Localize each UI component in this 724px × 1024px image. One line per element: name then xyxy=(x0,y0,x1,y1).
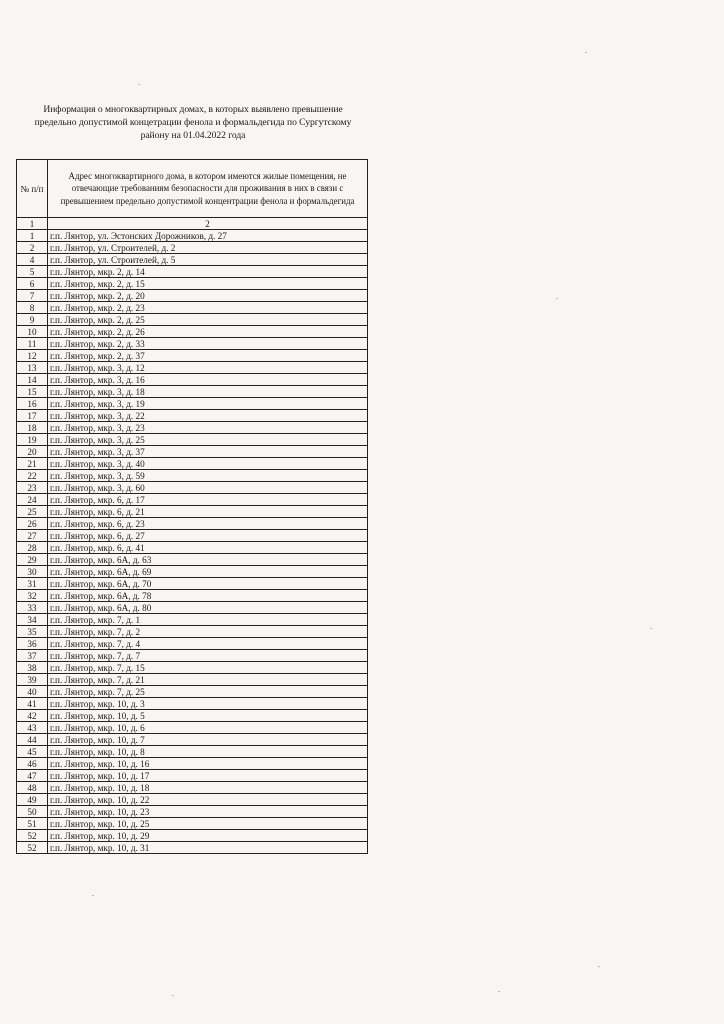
table-row xyxy=(17,518,368,530)
table-row xyxy=(17,818,368,830)
row-address: г.п. Лянтор, мкр. 6А, д. 78 xyxy=(48,590,368,602)
row-address: г.п. Лянтор, мкр. 10, д. 22 xyxy=(48,794,368,806)
row-number: 46 xyxy=(17,758,48,770)
row-number: 5 xyxy=(17,266,48,278)
row-address: г.п. Лянтор, ул. Строителей, д. 5 xyxy=(48,254,368,266)
row-number: 18 xyxy=(17,422,48,434)
row-address: г.п. Лянтор, мкр. 3, д. 22 xyxy=(48,410,368,422)
table-row xyxy=(17,722,368,734)
table-row xyxy=(17,278,368,290)
row-number: 22 xyxy=(17,470,48,482)
table-row xyxy=(17,602,368,614)
table-row xyxy=(17,494,368,506)
row-number: 49 xyxy=(17,794,48,806)
table-row xyxy=(17,434,368,446)
row-number: 9 xyxy=(17,314,48,326)
column-number-row xyxy=(17,218,368,230)
scan-speck xyxy=(498,991,500,992)
row-address: г.п. Лянтор, мкр. 6А, д. 69 xyxy=(48,566,368,578)
scan-speck xyxy=(92,895,94,896)
row-address: г.п. Лянтор, мкр. 2, д. 33 xyxy=(48,338,368,350)
row-number: 44 xyxy=(17,734,48,746)
table-row xyxy=(17,710,368,722)
row-address: г.п. Лянтор, мкр. 2, д. 25 xyxy=(48,314,368,326)
table-row xyxy=(17,614,368,626)
table-row xyxy=(17,638,368,650)
row-number: 33 xyxy=(17,602,48,614)
row-address: г.п. Лянтор, мкр. 6, д. 27 xyxy=(48,530,368,542)
header-number: № п/п xyxy=(17,160,48,218)
row-address: г.п. Лянтор, мкр. 10, д. 6 xyxy=(48,722,368,734)
row-number: 6 xyxy=(17,278,48,290)
scan-speck xyxy=(598,966,600,967)
row-address: г.п. Лянтор, мкр. 7, д. 1 xyxy=(48,614,368,626)
row-address: г.п. Лянтор, мкр. 3, д. 40 xyxy=(48,458,368,470)
row-number: 15 xyxy=(17,386,48,398)
table-row xyxy=(17,650,368,662)
table-row xyxy=(17,542,368,554)
table-row xyxy=(17,578,368,590)
table-row xyxy=(17,770,368,782)
table-row xyxy=(17,410,368,422)
row-address: г.п. Лянтор, мкр. 2, д. 20 xyxy=(48,290,368,302)
houses-table xyxy=(16,159,368,854)
table-row xyxy=(17,386,368,398)
row-number: 11 xyxy=(17,338,48,350)
row-number: 25 xyxy=(17,506,48,518)
table-header-row xyxy=(17,160,368,218)
row-address: г.п. Лянтор, мкр. 7, д. 21 xyxy=(48,674,368,686)
scan-speck xyxy=(556,298,558,299)
row-number: 4 xyxy=(17,254,48,266)
table-row xyxy=(17,422,368,434)
row-address: г.п. Лянтор, мкр. 10, д. 31 xyxy=(48,842,368,854)
table-row xyxy=(17,326,368,338)
row-address: г.п. Лянтор, мкр. 6А, д. 80 xyxy=(48,602,368,614)
row-address: г.п. Лянтор, мкр. 3, д. 19 xyxy=(48,398,368,410)
row-address: г.п. Лянтор, мкр. 10, д. 5 xyxy=(48,710,368,722)
table-row xyxy=(17,758,368,770)
row-number: 16 xyxy=(17,398,48,410)
row-address: г.п. Лянтор, мкр. 10, д. 3 xyxy=(48,698,368,710)
row-number: 23 xyxy=(17,482,48,494)
row-number: 35 xyxy=(17,626,48,638)
row-address: г.п. Лянтор, мкр. 3, д. 18 xyxy=(48,386,368,398)
row-address: г.п. Лянтор, мкр. 3, д. 25 xyxy=(48,434,368,446)
table-row xyxy=(17,470,368,482)
table-row xyxy=(17,266,368,278)
table-row xyxy=(17,254,368,266)
row-address: г.п. Лянтор, мкр. 2, д. 26 xyxy=(48,326,368,338)
table-row xyxy=(17,446,368,458)
table-row xyxy=(17,362,368,374)
row-address: г.п. Лянтор, мкр. 3, д. 60 xyxy=(48,482,368,494)
row-address: г.п. Лянтор, мкр. 7, д. 2 xyxy=(48,626,368,638)
row-address: г.п. Лянтор, мкр. 6, д. 41 xyxy=(48,542,368,554)
table-row xyxy=(17,350,368,362)
row-number: 26 xyxy=(17,518,48,530)
document-title xyxy=(14,103,372,142)
row-address: г.п. Лянтор, мкр. 2, д. 15 xyxy=(48,278,368,290)
table-row xyxy=(17,782,368,794)
scan-speck xyxy=(138,84,140,85)
row-address: г.п. Лянтор, мкр. 3, д. 37 xyxy=(48,446,368,458)
table-row xyxy=(17,554,368,566)
table-row xyxy=(17,230,368,242)
column-number-2: 2 xyxy=(48,218,368,230)
table-body xyxy=(17,230,368,854)
row-number: 8 xyxy=(17,302,48,314)
table-row xyxy=(17,794,368,806)
row-address: г.п. Лянтор, мкр. 10, д. 29 xyxy=(48,830,368,842)
row-number: 13 xyxy=(17,362,48,374)
table-row xyxy=(17,590,368,602)
table-row xyxy=(17,734,368,746)
row-address: г.п. Лянтор, мкр. 6, д. 21 xyxy=(48,506,368,518)
row-number: 10 xyxy=(17,326,48,338)
row-number: 32 xyxy=(17,590,48,602)
row-number: 42 xyxy=(17,710,48,722)
row-address: г.п. Лянтор, мкр. 7, д. 15 xyxy=(48,662,368,674)
row-address: г.п. Лянтор, мкр. 10, д. 7 xyxy=(48,734,368,746)
row-number: 48 xyxy=(17,782,48,794)
table-row xyxy=(17,338,368,350)
table-row xyxy=(17,482,368,494)
row-number: 45 xyxy=(17,746,48,758)
row-number: 21 xyxy=(17,458,48,470)
row-address: г.п. Лянтор, мкр. 7, д. 25 xyxy=(48,686,368,698)
row-number: 1 xyxy=(17,230,48,242)
row-number: 51 xyxy=(17,818,48,830)
table-row xyxy=(17,398,368,410)
row-address: г.п. Лянтор, ул. Строителей, д. 2 xyxy=(48,242,368,254)
row-address: г.п. Лянтор, мкр. 6, д. 23 xyxy=(48,518,368,530)
row-number: 7 xyxy=(17,290,48,302)
row-address: г.п. Лянтор, мкр. 10, д. 23 xyxy=(48,806,368,818)
row-number: 43 xyxy=(17,722,48,734)
row-address: г.п. Лянтор, мкр. 10, д. 8 xyxy=(48,746,368,758)
row-address: г.п. Лянтор, мкр. 2, д. 14 xyxy=(48,266,368,278)
scan-speck xyxy=(650,628,652,629)
table-row xyxy=(17,746,368,758)
row-number: 30 xyxy=(17,566,48,578)
row-address: г.п. Лянтор, мкр. 3, д. 16 xyxy=(48,374,368,386)
table-row xyxy=(17,686,368,698)
table-row xyxy=(17,806,368,818)
title-line: Информация о многоквартирных домах, в которых выявлено превышение xyxy=(43,104,343,115)
row-number: 19 xyxy=(17,434,48,446)
title-line: району на 01.04.2022 года xyxy=(140,130,246,141)
table-row xyxy=(17,566,368,578)
row-number: 38 xyxy=(17,662,48,674)
scan-speck xyxy=(585,52,587,53)
row-address: г.п. Лянтор, мкр. 6, д. 17 xyxy=(48,494,368,506)
table-row xyxy=(17,842,368,854)
row-address: г.п. Лянтор, мкр. 10, д. 25 xyxy=(48,818,368,830)
row-number: 37 xyxy=(17,650,48,662)
row-number: 50 xyxy=(17,806,48,818)
row-address: г.п. Лянтор, мкр. 2, д. 23 xyxy=(48,302,368,314)
row-number: 17 xyxy=(17,410,48,422)
row-number: 12 xyxy=(17,350,48,362)
row-address: г.п. Лянтор, мкр. 3, д. 59 xyxy=(48,470,368,482)
row-number: 41 xyxy=(17,698,48,710)
row-number: 47 xyxy=(17,770,48,782)
row-number: 31 xyxy=(17,578,48,590)
scan-speck xyxy=(172,995,174,996)
row-address: г.п. Лянтор, ул. Эстонских Дорожников, д. 27 xyxy=(48,230,368,242)
row-number: 24 xyxy=(17,494,48,506)
table-row xyxy=(17,830,368,842)
table-row xyxy=(17,530,368,542)
table-row xyxy=(17,662,368,674)
row-number: 36 xyxy=(17,638,48,650)
row-address: г.п. Лянтор, мкр. 10, д. 18 xyxy=(48,782,368,794)
table-row xyxy=(17,374,368,386)
table-row xyxy=(17,290,368,302)
table-row xyxy=(17,314,368,326)
row-number: 20 xyxy=(17,446,48,458)
row-number: 27 xyxy=(17,530,48,542)
row-address: г.п. Лянтор, мкр. 10, д. 17 xyxy=(48,770,368,782)
row-address: г.п. Лянтор, мкр. 6А, д. 70 xyxy=(48,578,368,590)
header-address: Адрес многоквартирного дома, в котором имеются жилые помещения, не отвечающие требованиям безопасности для проживания в них в связи с превышением предельно допустимой концентрации фенола и формальдегида xyxy=(48,160,368,218)
row-address: г.п. Лянтор, мкр. 7, д. 4 xyxy=(48,638,368,650)
row-address: г.п. Лянтор, мкр. 7, д. 7 xyxy=(48,650,368,662)
table-row xyxy=(17,242,368,254)
row-number: 2 xyxy=(17,242,48,254)
row-number: 34 xyxy=(17,614,48,626)
row-number: 40 xyxy=(17,686,48,698)
column-number-1: 1 xyxy=(17,218,48,230)
row-number: 39 xyxy=(17,674,48,686)
table-row xyxy=(17,698,368,710)
table-row xyxy=(17,302,368,314)
table-row xyxy=(17,674,368,686)
row-address: г.п. Лянтор, мкр. 2, д. 37 xyxy=(48,350,368,362)
title-line: предельно допустимой концетрации фенола и формальдегида по Сургутскому xyxy=(34,117,352,128)
row-number: 28 xyxy=(17,542,48,554)
row-address: г.п. Лянтор, мкр. 3, д. 23 xyxy=(48,422,368,434)
table-row xyxy=(17,626,368,638)
row-number: 29 xyxy=(17,554,48,566)
table-row xyxy=(17,458,368,470)
row-number: 14 xyxy=(17,374,48,386)
row-address: г.п. Лянтор, мкр. 10, д. 16 xyxy=(48,758,368,770)
table-row xyxy=(17,506,368,518)
row-number: 52 xyxy=(17,842,48,854)
row-address: г.п. Лянтор, мкр. 3, д. 12 xyxy=(48,362,368,374)
row-number: 52 xyxy=(17,830,48,842)
row-address: г.п. Лянтор, мкр. 6А, д. 63 xyxy=(48,554,368,566)
